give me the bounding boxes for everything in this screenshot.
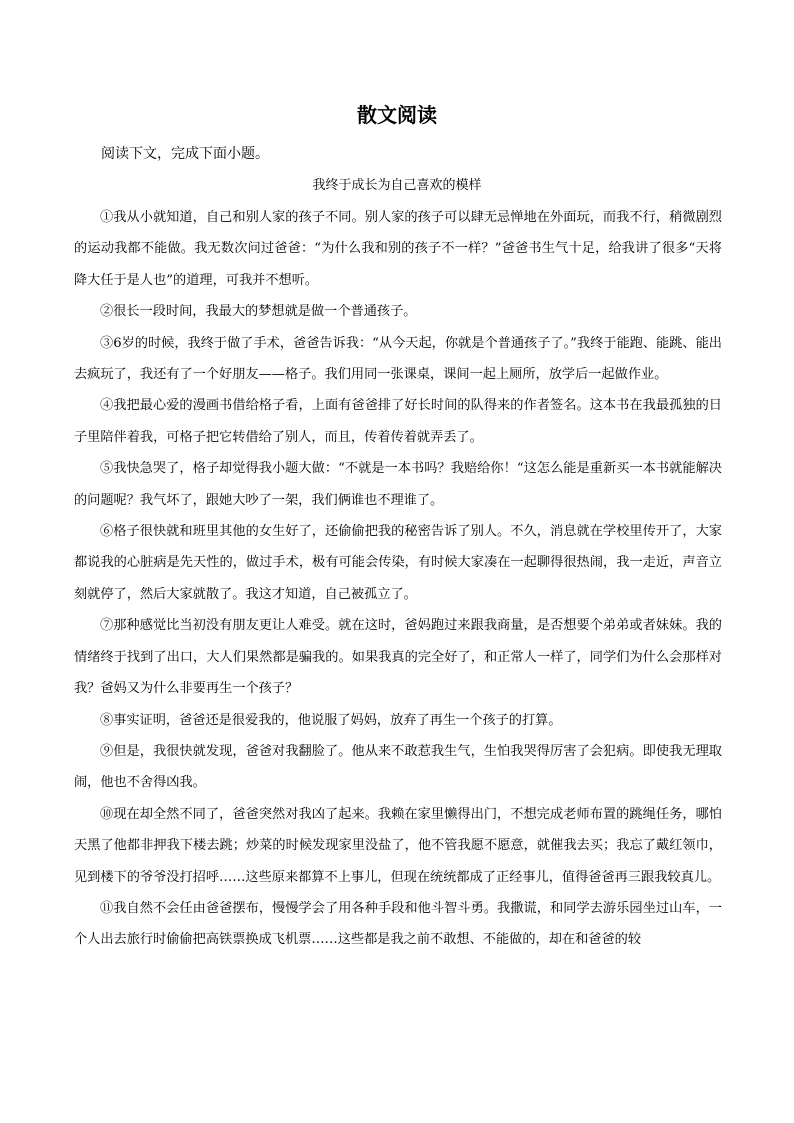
article-body <box>74 202 722 956</box>
paragraph-3: ③6岁的时候，我终于做了手术，爸爸告诉我：“从今天起，你就是个普通孩子了。”我终于能跑、能跳、能出去疯玩了，我还有了一个好朋友——格子。我们用同一张课桌，课间一起上厕所，放学后一起做作业。 <box>74 335 722 383</box>
paragraph-2: ②很长一段时间，我最大的梦想就是做一个普通孩子。 <box>100 304 417 320</box>
article-title: 我终于成长为自己喜欢的模样 <box>312 178 482 193</box>
instruction-text: 阅读下文，完成下面小题。 <box>101 146 269 162</box>
paragraph-7: ⑦那种感觉比当初没有朋友更让人难受。就在这时，爸妈跑过来跟我商量，是否想要个弟弟或者妹妹。我的情绪终于找到了出口，大人们果然都是骗我的。如果我真的完全好了，和正常人一样了，同学们为什么会那样对我？爸妈又为什么非要再生一个孩子？ <box>74 618 722 697</box>
paragraph-5: ⑤我快急哭了，格子却觉得我小题大做：“不就是一本书吗？我赔给你！“这怎么能是重新买一本书就能解决的问题呢？我气坏了，跟她大吵了一架，我们俩谁也不理谁了。 <box>74 461 722 508</box>
paragraph-8: ⑧事实证明，爸爸还是很爱我的，他说服了妈妈，放弃了再生一个孩子的打算。 <box>100 712 562 728</box>
paragraph-11: ⑪我自然不会任由爸爸摆布，慢慢学会了用各种手段和他斗智斗勇。我撒谎，和同学去游乐园坐过山车，一个人出去旅行时偷偷把高铁票换成飞机票……这些都是我之前不敢想、不能做的，却在和爸爸的较 <box>74 900 722 948</box>
paragraph-6: ⑥格子很快就和班里其他的女生好了，还偷偷把我的秘密告诉了别人。不久，消息就在学校里传开了，大家都说我的心脏病是先天性的，做过手术，极有可能会传染，有时候大家凑在一起聊得很热闹，我一走近，声音立刻就停了，然后大家就散了。我这才知道，自己被孤立了。 <box>74 524 722 602</box>
paragraph-1: ①我从小就知道，自己和别人家的孩子不同。别人家的孩子可以肆无忌惮地在外面玩，而我不行，稍微剧烈的运动我都不能做。我无数次问过爸爸：“为什么我和别的孩子不一样？”爸爸书生气十足，给我讲了很多“天将降大任于是人也”的道理，可我并不想听。 <box>74 210 722 288</box>
paragraph-10: ⑩现在却全然不同了，爸爸突然对我凶了起来。我赖在家里懒得出门，不想完成老师布置的跳绳任务，哪怕天黑了他都非押我下楼去跳；炒菜的时候发现家里没盐了，他不管我愿不愿意，就催我去买；我忘了戴红领巾，见到楼下的爷爷没打招呼……这些原来都算不上事儿，但现在统统都成了正经事儿，值得爸爸再三跟我较真儿。 <box>74 806 722 885</box>
page-title: 散文阅读 <box>357 103 437 127</box>
paragraph-9: ⑨但是，我很快就发现，爸爸对我翻脸了。他从来不敢惹我生气，生怕我哭得厉害了会犯病。即使我无理取闹，他也不舍得凶我。 <box>74 743 722 791</box>
paragraph-4: ④我把最心爱的漫画书借给格子看，上面有爸爸排了好长时间的队得来的作者签名。这本书在我最孤独的日子里陪伴着我，可格子把它转借给了别人，而且，传着传着就弄丢了。 <box>74 398 722 445</box>
